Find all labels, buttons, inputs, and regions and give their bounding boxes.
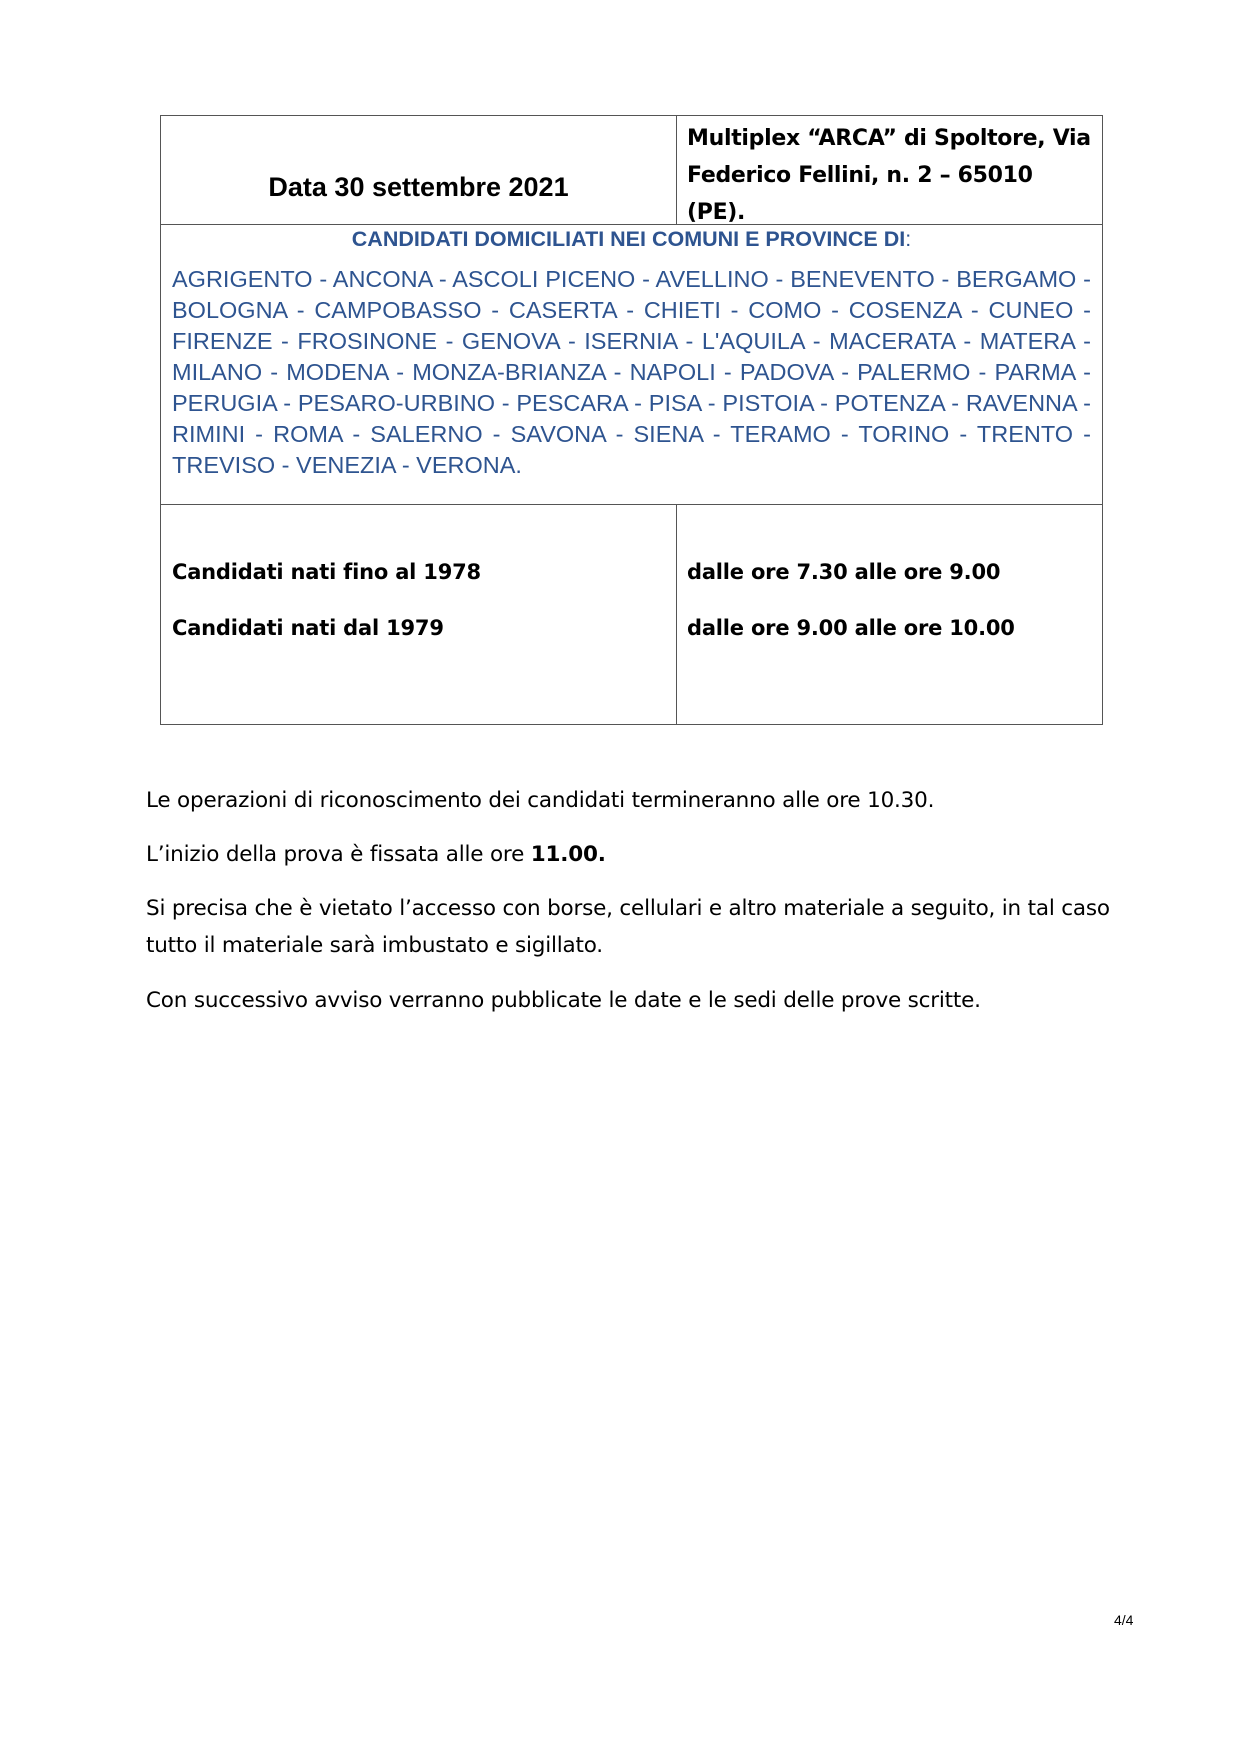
slot-group-1: Candidati nati fino al 1978 <box>172 560 481 584</box>
venue-line-1: Multiplex “ARCA” di Spoltore, Via <box>687 126 1091 151</box>
provinces-heading-text: CANDIDATI DOMICILIATI NEI COMUNI E PROVINCE DI <box>351 227 906 251</box>
slot-group-2: Candidati nati dal 1979 <box>172 616 444 640</box>
venue-line-2: Federico Fellini, n. 2 – 65010 (PE). <box>687 163 1033 225</box>
slot-time-2: dalle ore 9.00 alle ore 10.00 <box>687 616 1015 640</box>
table-divider <box>676 504 677 724</box>
table-divider <box>161 224 1102 225</box>
note-exam-start-text: L’inizio della prova è fissata alle ore <box>146 842 531 867</box>
schedule-table <box>160 115 1103 725</box>
note-recognition-end: Le operazioni di riconoscimento dei candidati termineranno alle ore 10.30. <box>146 788 935 813</box>
table-divider <box>676 116 677 224</box>
provinces-heading <box>171 227 1092 252</box>
date-cell <box>161 116 676 224</box>
provinces-heading-colon: : <box>905 227 912 251</box>
provinces-list: AGRIGENTO - ANCONA - ASCOLI PICENO - AVELLINO - BENEVENTO - BERGAMO - BOLOGNA - CAMPOBASSO - CASERTA - CHIETI - COMO - COSENZA - CUNEO - FIRENZE - FROSINONE - GENOVA - ISERNIA - L'AQUILA - MACERATA - MATERA - MILANO - MODENA - MONZA-BRIANZA - NAPOLI - PADOVA - PALERMO - PARMA - PERUGIA - PESARO-URBINO - PESCARA - PISA - PISTOIA - POTENZA - RAVENNA - RIMINI - ROMA - SALERNO - SAVONA - SIENA - TERAMO - TORINO - TRENTO - TREVISO - VENEZIA - VERONA. <box>172 266 1091 478</box>
venue-cell <box>676 116 1102 224</box>
table-divider <box>161 504 1102 505</box>
exam-date: Data 30 settembre 2021 <box>268 172 569 202</box>
note-future-notice: Con successivo avviso verranno pubblicate le date e le sedi delle prove scritte. <box>146 988 981 1013</box>
provinces-cell <box>161 224 1102 504</box>
note-exam-start-time: 11.00. <box>530 842 606 867</box>
page-number: 4/4 <box>1114 1612 1134 1628</box>
note-exam-start <box>146 836 1116 873</box>
slot-times-cell <box>676 504 1102 724</box>
slot-time-1: dalle ore 7.30 alle ore 9.00 <box>687 560 1001 584</box>
slot-groups-cell <box>161 504 676 724</box>
note-restrictions: Si precisa che è vietato l’accesso con borse, cellulari e altro materiale a seguito, in tal caso tutto il materiale sarà imbustato e sigillato. <box>146 896 1110 958</box>
